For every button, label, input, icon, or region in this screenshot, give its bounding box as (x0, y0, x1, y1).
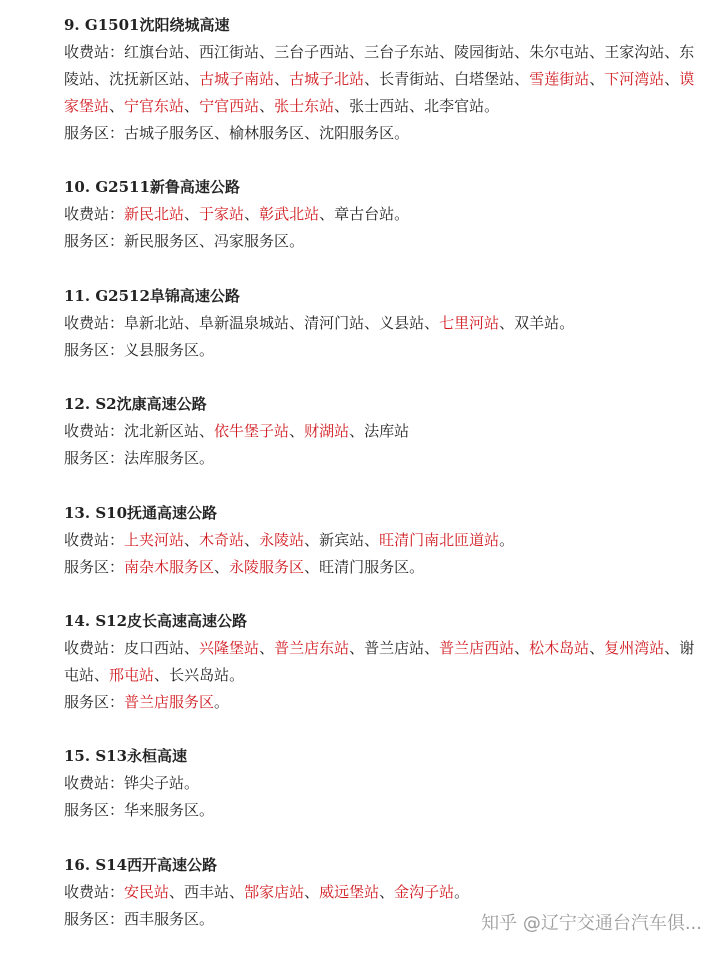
separator: 、 (514, 70, 530, 88)
toll-station-label: 收费站： (64, 530, 125, 549)
separator: 、 (94, 665, 110, 684)
service-area-label: 服务区： (64, 232, 125, 251)
toll-station-name: 陵园街站 (454, 43, 515, 61)
separator: 。 (559, 313, 575, 332)
separator: 、 (184, 70, 200, 88)
separator: 。 (289, 232, 305, 251)
service-area-label: 服务区： (64, 557, 125, 576)
toll-station-name: 普兰店东站 (274, 638, 350, 657)
highway-section (22, 174, 702, 255)
highway-section (22, 283, 702, 364)
separator: 、 (214, 124, 230, 142)
separator: 、 (424, 313, 440, 332)
separator: 、 (259, 43, 275, 61)
separator: 、 (199, 422, 215, 441)
separator: 。 (394, 124, 410, 142)
separator: 、 (304, 882, 320, 901)
separator: 、 (109, 97, 125, 115)
highway-title: 14. S12皮长高速高速公路 (64, 611, 248, 630)
separator: 。 (199, 449, 215, 468)
toll-station-name: 章古台站 (334, 205, 395, 224)
separator: 、 (199, 232, 215, 251)
toll-station-line (22, 418, 702, 445)
separator: 、 (589, 638, 605, 657)
separator: 、 (184, 638, 200, 657)
service-area-name: 义县服务区 (124, 340, 200, 359)
toll-station-name: 清河门站 (304, 313, 365, 332)
toll-station-label: 收费站： (64, 882, 125, 901)
toll-station-name: 义县站 (379, 313, 425, 332)
separator: 、 (154, 665, 170, 684)
toll-station-name: 雪莲街站 (529, 70, 590, 88)
service-area-name: 华来服务区 (124, 801, 200, 820)
separator: 、 (184, 43, 200, 61)
service-area-line (22, 337, 702, 364)
separator: 、 (244, 530, 260, 549)
separator: 、 (664, 70, 680, 88)
separator: 、 (334, 97, 350, 115)
service-area-label: 服务区： (64, 801, 125, 820)
toll-station-name: 王家沟站 (604, 43, 665, 61)
toll-station-name: 长青街站 (379, 70, 440, 88)
highway-section (22, 743, 702, 824)
separator: 、 (349, 638, 365, 657)
separator: 、 (499, 313, 515, 332)
toll-station-name: 张士东站 (274, 97, 335, 115)
separator: 、 (364, 313, 380, 332)
toll-station-name: 上夹河站 (124, 530, 185, 549)
separator: 、 (259, 97, 275, 115)
separator: 、 (184, 97, 200, 115)
toll-station-name: 沈北新区站 (124, 422, 200, 441)
separator: 、 (229, 882, 245, 901)
separator: 、 (409, 97, 425, 115)
service-area-line (22, 445, 702, 472)
separator: 、 (364, 70, 380, 88)
highway-title: 12. S2沈康高速公路 (64, 395, 207, 414)
article-content (22, 12, 702, 960)
separator: 、 (94, 70, 110, 88)
service-area-line (22, 554, 702, 581)
separator: 、 (424, 638, 440, 657)
highway-title: 10. G2511新鲁高速公路 (64, 178, 240, 197)
toll-station-line (22, 201, 702, 228)
toll-station-name: 松木岛站 (529, 638, 590, 657)
toll-station-label: 收费站： (64, 313, 125, 332)
separator: 、 (304, 530, 320, 549)
toll-station-name: 邢屯站 (109, 665, 155, 684)
toll-station-name: 宁官西站 (199, 97, 260, 115)
toll-station-name: 阜新北站 (124, 313, 185, 332)
separator: 、 (289, 422, 305, 441)
service-area-name: 冯家服务区 (214, 232, 290, 251)
service-area-label: 服务区： (64, 340, 125, 359)
separator: 、 (214, 557, 230, 576)
separator: 。 (214, 692, 230, 711)
separator: 、 (349, 422, 365, 441)
separator: 、 (589, 70, 605, 88)
toll-station-name: 安民站 (124, 882, 170, 901)
toll-station-name: 下河湾站 (604, 70, 665, 88)
toll-station-name: 西丰站 (184, 882, 230, 901)
zhihu-watermark: 知乎 @辽宁交通台汽车俱... (481, 913, 702, 934)
toll-station-name: 于家站 (199, 205, 245, 224)
toll-station-line (22, 527, 702, 554)
toll-station-name: 依牛堡子站 (214, 422, 290, 441)
toll-station-name: 谟家堡站 (64, 70, 695, 115)
service-area-name: 西丰服务区 (124, 909, 200, 928)
service-area-name: 榆林服务区 (229, 124, 305, 142)
separator: 、 (664, 43, 680, 61)
separator: 、 (349, 43, 365, 61)
toll-station-label: 收费站： (64, 422, 125, 441)
toll-station-name: 朱尔屯站 (529, 43, 590, 61)
separator: 。 (454, 882, 470, 901)
separator: 、 (439, 43, 455, 61)
toll-station-line (22, 39, 702, 120)
toll-station-name: 新民北站 (124, 205, 185, 224)
separator: 、 (589, 43, 605, 61)
separator: 。 (499, 530, 515, 549)
toll-station-label: 收费站： (64, 638, 125, 657)
toll-station-name: 长兴岛站 (169, 665, 230, 684)
toll-station-label: 收费站： (64, 43, 125, 61)
toll-station-line (22, 770, 702, 797)
toll-station-name: 旺清门南北匝道站 (379, 530, 500, 549)
toll-station-name: 财湖站 (304, 422, 350, 441)
separator: 、 (259, 638, 275, 657)
highway-title: 11. G2512阜锦高速公路 (64, 286, 240, 305)
separator: 、 (379, 882, 395, 901)
separator: 、 (514, 638, 530, 657)
service-area-line (22, 120, 702, 147)
toll-station-line (22, 879, 702, 906)
separator: 。 (199, 801, 215, 820)
highway-title: 16. S14西开高速公路 (64, 855, 218, 874)
highway-title: 15. S13永桓高速 (64, 747, 188, 766)
service-area-name: 新民服务区 (124, 232, 200, 251)
toll-station-name: 北李官站 (424, 97, 485, 115)
separator: 。 (409, 557, 425, 576)
separator: 、 (664, 638, 680, 657)
service-area-line (22, 797, 702, 824)
toll-station-name: 三台子西站 (274, 43, 350, 61)
separator: 、 (319, 205, 335, 224)
toll-station-name: 沈抚新区站 (109, 70, 185, 88)
highway-section (22, 12, 702, 147)
separator: 、 (184, 313, 200, 332)
toll-station-name: 法库站 (364, 422, 410, 441)
separator: 、 (244, 205, 260, 224)
service-area-name: 永陵服务区 (229, 557, 305, 576)
service-area-name: 古城子服务区 (124, 124, 215, 142)
separator: 、 (184, 530, 200, 549)
toll-station-name: 金沟子站 (394, 882, 455, 901)
service-area-line (22, 228, 702, 255)
separator: 。 (199, 909, 215, 928)
toll-station-name: 宁官东站 (124, 97, 185, 115)
separator: 、 (289, 313, 305, 332)
toll-station-name: 阜新温泉城站 (199, 313, 290, 332)
separator: 。 (229, 665, 245, 684)
highway-section (22, 608, 702, 716)
service-area-label: 服务区： (64, 124, 125, 142)
service-area-name: 普兰店服务区 (124, 692, 215, 711)
toll-station-name: 木奇站 (199, 530, 245, 549)
separator: 。 (484, 97, 500, 115)
toll-station-name: 复州湾站 (604, 638, 665, 657)
toll-station-name: 白塔堡站 (454, 70, 515, 88)
separator: 、 (184, 205, 200, 224)
separator: 、 (169, 882, 185, 901)
toll-station-name: 普兰店站 (364, 638, 425, 657)
toll-station-name: 郜家店站 (244, 882, 305, 901)
service-area-label: 服务区： (64, 449, 125, 468)
service-area-label: 服务区： (64, 692, 125, 711)
toll-station-name: 双羊站 (514, 313, 560, 332)
separator: 。 (184, 774, 200, 793)
toll-station-label: 收费站： (64, 774, 125, 793)
service-area-line (22, 689, 702, 716)
toll-station-label: 收费站： (64, 205, 125, 224)
toll-station-name: 古城子南站 (199, 70, 275, 88)
toll-station-line (22, 635, 702, 689)
toll-station-name: 三台子东站 (364, 43, 440, 61)
service-area-name: 沈阳服务区 (319, 124, 395, 142)
separator: 、 (439, 70, 455, 88)
toll-station-name: 彰武北站 (259, 205, 320, 224)
toll-station-name: 皮口西站 (124, 638, 185, 657)
toll-station-name: 红旗台站 (124, 43, 185, 61)
separator: 、 (274, 70, 290, 88)
separator: 、 (304, 557, 320, 576)
separator: 。 (199, 340, 215, 359)
toll-station-name: 谢屯站 (64, 638, 695, 684)
toll-station-name: 普兰店西站 (439, 638, 515, 657)
separator: 、 (514, 43, 530, 61)
toll-station-name: 张士西站 (349, 97, 410, 115)
service-area-name: 旺清门服务区 (319, 557, 410, 576)
service-area-label: 服务区： (64, 909, 125, 928)
highway-title: 9. G1501沈阳绕城高速 (64, 16, 230, 34)
separator: 、 (304, 124, 320, 142)
highway-title: 13. S10抚通高速公路 (64, 503, 218, 522)
toll-station-name: 七里河站 (439, 313, 500, 332)
highway-section (22, 500, 702, 581)
toll-station-line (22, 310, 702, 337)
separator: 。 (394, 205, 410, 224)
toll-station-name: 兴隆堡站 (199, 638, 260, 657)
toll-station-name: 威远堡站 (319, 882, 380, 901)
toll-station-name: 新宾站 (319, 530, 365, 549)
separator: 、 (364, 530, 380, 549)
toll-station-name: 永陵站 (259, 530, 305, 549)
service-area-name: 南杂木服务区 (124, 557, 215, 576)
toll-station-name: 东陵站 (64, 43, 695, 88)
service-area-name: 法库服务区 (124, 449, 200, 468)
toll-station-name: 铧尖子站 (124, 774, 185, 793)
highway-section (22, 391, 702, 472)
toll-station-name: 西江街站 (199, 43, 260, 61)
toll-station-name: 古城子北站 (289, 70, 365, 88)
